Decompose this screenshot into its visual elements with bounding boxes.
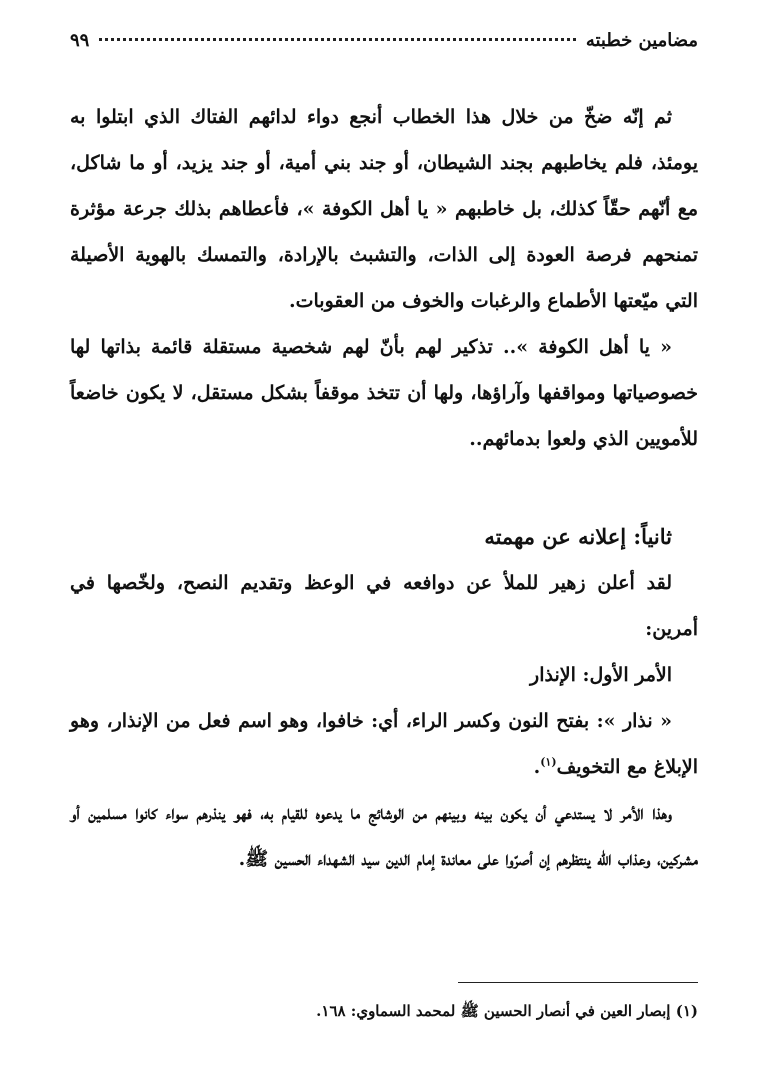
footnote xyxy=(70,998,698,1024)
paragraph-1: ثم إنّه ضخّ من خلال هذا الخطاب أنجع دواء لدائهم الفتاك الذي ابتلوا به يومئذ، فلم يخاطبهم بجند الشيطان، أو جند بني أمية، أو جند يزيد، أو ما شاكل، مع أنّهم حقّاً كذلك، بل خاطبهم « يا أهل الكوفة »، فأعطاهم بذلك جرعة مؤثرة تمنحهم فرصة العودة إلى الذات، والتشبث بالإرادة، والتمسك بالهوية الأصيلة التي ميّعتها الأطماع والرغبات والخوف من العقوبات. xyxy=(70,106,698,312)
footnote-reference[interactable]: (١) xyxy=(540,755,557,769)
section-spacer xyxy=(70,462,698,514)
subsection-heading: الأمر الأول: الإنذار xyxy=(530,664,672,686)
footnote-text: إبصار العين في أنصار الحسين ﷺ لمحمد السماوي: ١٦٨. xyxy=(316,1002,671,1020)
footnote-number: (١) xyxy=(675,1002,698,1020)
running-header xyxy=(70,30,698,62)
book-page xyxy=(70,30,698,1060)
paragraph-2: « يا أهل الكوفة ».. تذكير لهم بأنّ لهم شخصية مستقلة قائمة بذاتها لها خصوصياتها ومواقفها وآراؤها، ولها أن تتخذ موقفاً بشكل مستقل، لا يكون خاضعاً للأمويين الذي ولعوا بدمائهم.. xyxy=(70,336,698,450)
definition-text: « نذار »: بفتح النون وكسر الراء، أي: خافوا، وهو اسم فعل من الإنذار، وهو الإبلاغ مع التخويف xyxy=(70,710,698,778)
paragraph-closing: وهذا الأمر لا يستدعي أن يكون بينه وبينهم من الوشائج ما يدعوه للقيام به، فهو ينذرهم سواء كانوا مسلمين أو مشركين، وعذاب الله ينتظرهم إن أصرّوا على معاندة إمام الدين سيد الشهداء الحسين ﷺ. xyxy=(70,802,698,870)
section-heading: ثانياً: إعلانه عن مهمته xyxy=(484,524,672,549)
footnote-divider xyxy=(458,982,698,983)
main-text xyxy=(70,94,698,882)
definition-paragraph xyxy=(70,698,698,790)
header-dot-leader xyxy=(99,38,575,41)
definition-end: . xyxy=(533,756,541,778)
page-number: ٩٩ xyxy=(70,30,90,51)
chapter-title: مضامين خطبته xyxy=(585,30,698,51)
section-intro: لقد أعلن زهير للملأ عن دوافعه في الوعظ وتقديم النصح، ولخّصها في أمرين: xyxy=(70,572,698,640)
